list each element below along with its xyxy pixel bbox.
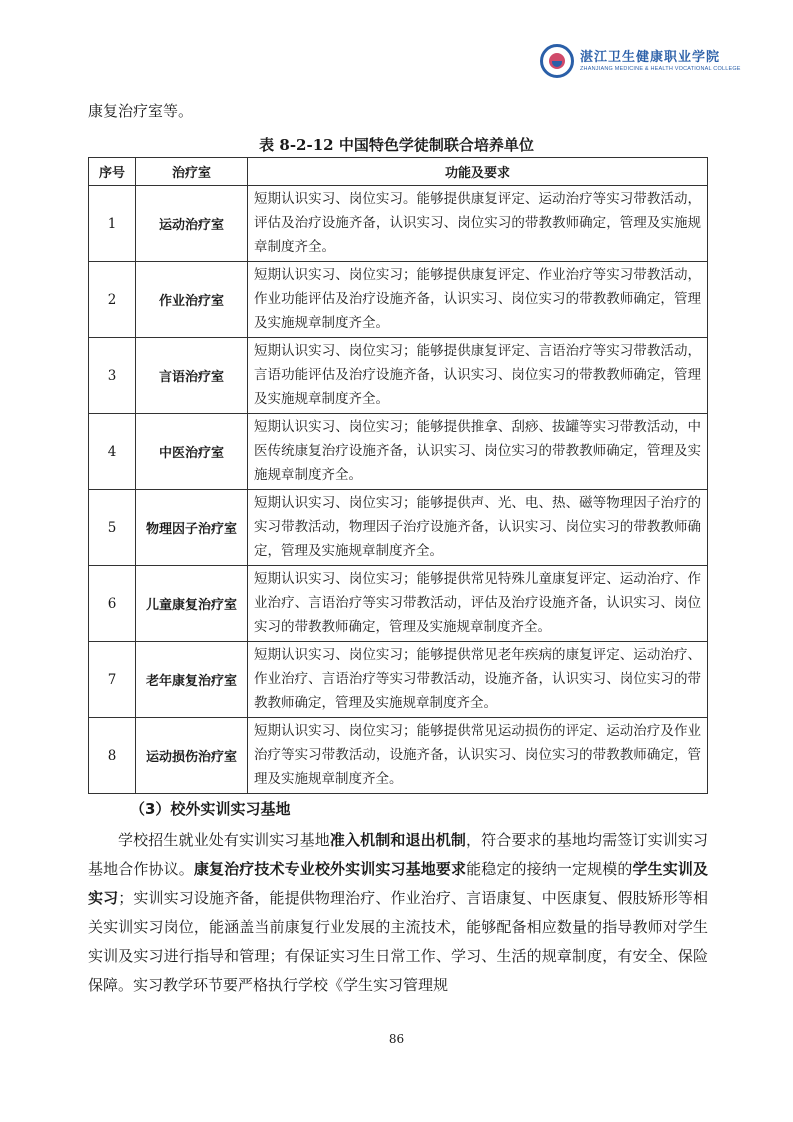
row-description: 短期认识实习、岗位实习；能够提供推拿、刮痧、拔罐等实习带教活动，中医传统康复治疗设施齐备，认识实习、岗位实习的带教教师确定，管理及实施规章制度齐全。: [248, 414, 708, 490]
row-number: 7: [89, 642, 136, 718]
header-function: 功能及要求: [248, 158, 708, 186]
row-number: 8: [89, 718, 136, 794]
logo-chinese-name: 湛江卫生健康职业学院: [580, 50, 721, 65]
row-room: 物理因子治疗室: [136, 490, 248, 566]
row-number: 2: [89, 262, 136, 338]
paragraph-text: ，符合要求的基地均需签订实训实习基地合作协议。: [88, 831, 708, 878]
row-room: 作业治疗室: [136, 262, 248, 338]
row-description: 短期认识实习、岗位实习；能够提供康复评定、言语治疗等实习带教活动，言语功能评估及治疗设施齐备，认识实习、岗位实习的带教教师确定，管理及实施规章制度齐全。: [248, 338, 708, 414]
logo-english-name: ZHANJIANG MEDICINE & HEALTH VOCATIONAL COLLEGE: [580, 66, 741, 72]
table-header-row: [89, 158, 708, 186]
row-description: 短期认识实习、岗位实习；能够提供声、光、电、热、磁等物理因子治疗的实习带教活动，物理因子治疗设施齐备，认识实习、岗位实习的带教教师确定，管理及实施规章制度齐全。: [248, 490, 708, 566]
row-description: 短期认识实习、岗位实习；能够提供常见特殊儿童康复评定、运动治疗、作业治疗、言语治疗等实习带教活动，评估及治疗设施齐备，认识实习、岗位实习的带教教师确定，管理及实施规章制度齐全。: [248, 566, 708, 642]
bold-phrase: 准入机制和退出机制: [329, 831, 467, 849]
bold-phrase: 康复治疗技术专业校外实训实习基地要求: [193, 860, 467, 878]
training-units-table: [88, 157, 708, 794]
table-row: [89, 566, 708, 642]
college-logo: [540, 44, 740, 80]
row-description: 短期认识实习、岗位实习。能够提供康复评定、运动治疗等实习带教活动，评估及治疗设施齐备，认识实习、岗位实习的带教教师确定，管理及实施规章制度齐全。: [248, 186, 708, 262]
row-room: 老年康复治疗室: [136, 642, 248, 718]
row-room: 儿童康复治疗室: [136, 566, 248, 642]
row-room: 中医治疗室: [136, 414, 248, 490]
row-room: 言语治疗室: [136, 338, 248, 414]
table-row: [89, 642, 708, 718]
row-number: 5: [89, 490, 136, 566]
intro-text: 康复治疗室等。: [88, 102, 194, 120]
paragraph-text: 能稳定的接纳一定规模的: [466, 860, 633, 878]
row-description: 短期认识实习、岗位实习；能够提供常见老年疾病的康复评定、运动治疗、作业治疗、言语治疗等实习带教活动，设施齐备，认识实习、岗位实习的带教教师确定，管理及实施规章制度齐全。: [248, 642, 708, 718]
body-paragraph: [88, 826, 708, 1000]
row-description: 短期认识实习、岗位实习；能够提供康复评定、作业治疗等实习带教活动，作业功能评估及治疗设施齐备，认识实习、岗位实习的带教教师确定，管理及实施规章制度齐全。: [248, 262, 708, 338]
table-row: [89, 414, 708, 490]
table-row: [89, 262, 708, 338]
table-row: [89, 186, 708, 262]
row-number: 3: [89, 338, 136, 414]
row-room: 运动损伤治疗室: [136, 718, 248, 794]
paragraph-text: 学校招生就业处有实训实习基地: [118, 831, 330, 849]
college-emblem-icon: [540, 44, 574, 78]
row-room: 运动治疗室: [136, 186, 248, 262]
paragraph-text: ；实训实习设施齐备，能提供物理治疗、作业治疗、言语康复、中医康复、假肢矫形等相关实训实习岗位，能涵盖当前康复行业发展的主流技术，能够配备相应数量的指导教师对学生实训及实习进行指导和管理；有保证实习生日常工作、学习、生活的规章制度，有安全、保险保障。实习教学环节要严格执行学校《学生实习管理规: [88, 889, 708, 994]
table-row: [89, 490, 708, 566]
header-number: 序号: [89, 158, 136, 186]
row-number: 6: [89, 566, 136, 642]
page-number: 86: [388, 1032, 405, 1046]
row-number: 1: [89, 186, 136, 262]
row-description: 短期认识实习、岗位实习；能够提供常见运动损伤的评定、运动治疗及作业治疗等实习带教活动，设施齐备，认识实习、岗位实习的带教教师确定，管理及实施规章制度齐全。: [248, 718, 708, 794]
bold-phrase: 学生实训及实习: [88, 860, 708, 907]
header-room: 治疗室: [136, 158, 248, 186]
section-heading: （3）校外实训实习基地: [130, 800, 291, 818]
table-title: 表 8-2-12 中国特色学徒制联合培养单位: [259, 136, 534, 154]
table-row: [89, 718, 708, 794]
table-row: [89, 338, 708, 414]
row-number: 4: [89, 414, 136, 490]
